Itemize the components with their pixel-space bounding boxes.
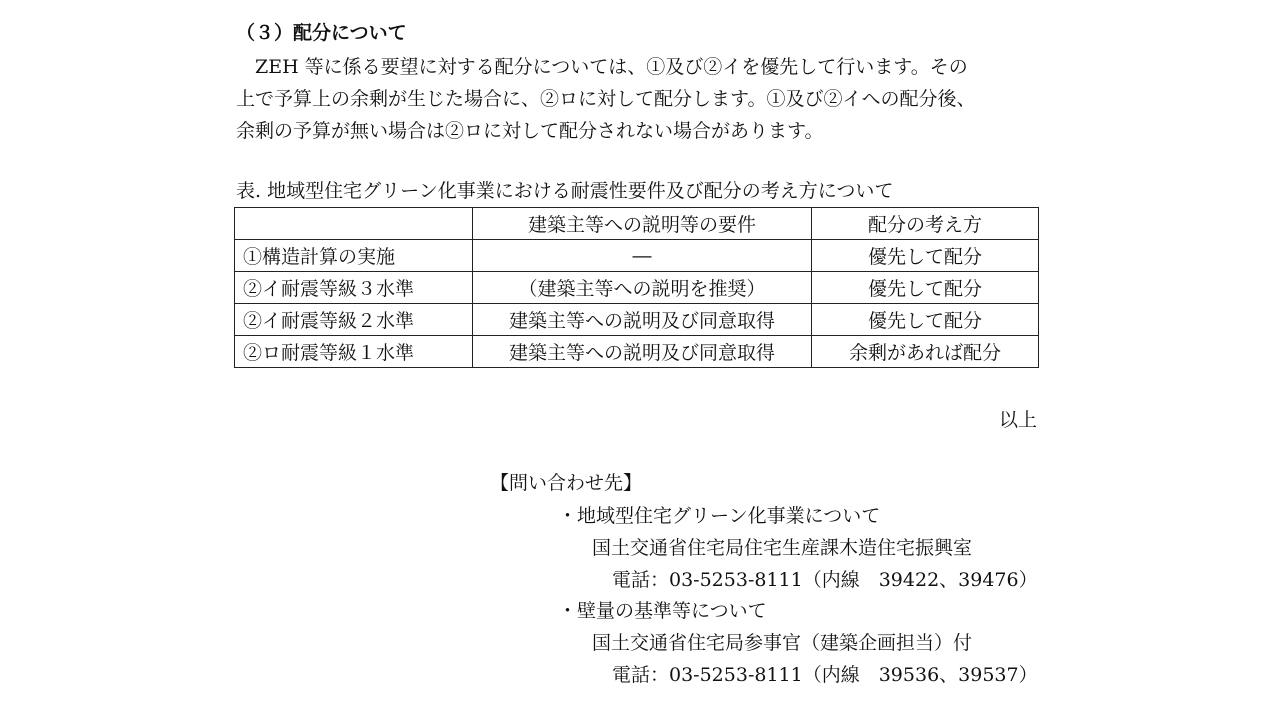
closing-text: 以上 <box>998 409 1037 431</box>
table-cell: 優先して配分 <box>812 272 1039 304</box>
table-header-cell: 建築主等への説明等の要件 <box>473 208 812 240</box>
table-cell: 優先して配分 <box>812 240 1039 272</box>
table-cell: ②イ耐震等級３水準 <box>235 272 473 304</box>
table-header-row <box>235 208 1039 240</box>
paragraph-line: ZEH 等に係る要望に対する配分については、①及び②イを優先して行います。その <box>236 56 968 78</box>
paragraph-line: 上で予算上の余剰が生じた場合に、②ロに対して配分します。①及び②イへの配分後、 <box>236 88 976 110</box>
contact-office: 国土交通省住宅局住宅生産課木造住宅振興室 <box>592 537 973 559</box>
contact-title: 【問い合わせ先】 <box>490 472 643 494</box>
table-caption: 表. 地域型住宅グリーン化事業における耐震性要件及び配分の考え方について <box>236 180 894 202</box>
table-cell: ①構造計算の実施 <box>235 240 473 272</box>
table-cell: （建築主等への説明を推奨） <box>473 272 812 304</box>
section-paragraph <box>236 51 1042 147</box>
table-cell: ②ロ耐震等級１水準 <box>235 336 473 368</box>
contact-topic: ・壁量の基準等について <box>558 600 767 622</box>
table-row <box>235 240 1039 272</box>
table-header-cell: 配分の考え方 <box>812 208 1039 240</box>
section-heading: （３）配分について <box>236 22 407 44</box>
table-header-cell <box>235 208 473 240</box>
paragraph-line: 余剰の予算が無い場合は②ロに対して配分されない場合があります。 <box>236 120 824 142</box>
table-cell: 建築主等への説明及び同意取得 <box>473 304 812 336</box>
table-cell: 建築主等への説明及び同意取得 <box>473 336 812 368</box>
contact-phone: 電話：03-5253-8111（内線 39536、39537） <box>612 664 1038 686</box>
table-row <box>235 272 1039 304</box>
table-row <box>235 336 1039 368</box>
table-cell: ― <box>473 240 812 272</box>
contact-topic: ・地域型住宅グリーン化事業について <box>558 505 881 527</box>
contact-phone: 電話：03-5253-8111（内線 39422、39476） <box>612 569 1038 591</box>
table-cell: ②イ耐震等級２水準 <box>235 304 473 336</box>
table-row <box>235 304 1039 336</box>
table-cell: 優先して配分 <box>812 304 1039 336</box>
requirements-table <box>234 207 1039 368</box>
contact-office: 国土交通省住宅局参事官（建築企画担当）付 <box>592 632 973 654</box>
table-cell: 余剰があれば配分 <box>812 336 1039 368</box>
